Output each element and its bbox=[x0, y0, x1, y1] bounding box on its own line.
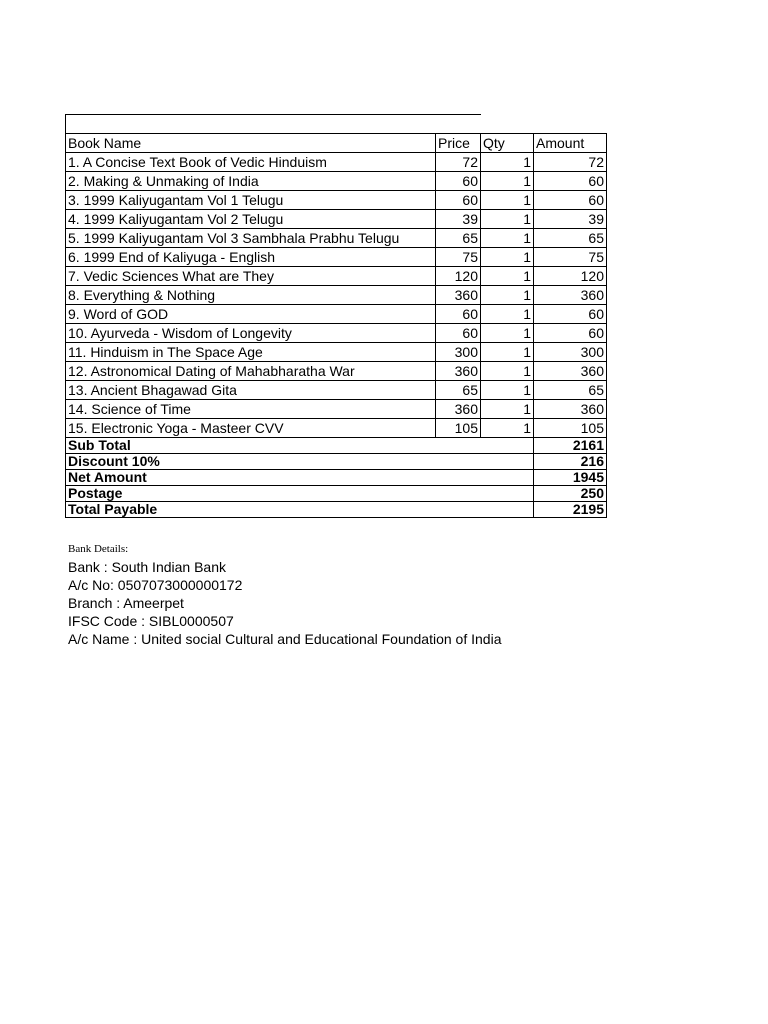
price-cell: 39 bbox=[436, 210, 481, 229]
price-cell: 360 bbox=[436, 400, 481, 419]
summary-label: Net Amount bbox=[66, 470, 534, 486]
book-name-cell: 11. Hinduism in The Space Age bbox=[66, 343, 436, 362]
summary-value: 250 bbox=[534, 486, 607, 502]
book-name-cell: 3. 1999 Kaliyugantam Vol 1 Telugu bbox=[66, 191, 436, 210]
summary-value: 2195 bbox=[534, 502, 607, 518]
table-row bbox=[66, 172, 607, 191]
amount-cell: 39 bbox=[534, 210, 607, 229]
amount-cell: 60 bbox=[534, 305, 607, 324]
bank-details-heading: Bank Details: bbox=[68, 543, 129, 555]
book-name-cell: 14. Science of Time bbox=[66, 400, 436, 419]
book-name-cell: 2. Making & Unmaking of India bbox=[66, 172, 436, 191]
price-cell: 120 bbox=[436, 267, 481, 286]
table-row bbox=[66, 381, 607, 400]
qty-cell: 1 bbox=[481, 324, 534, 343]
book-name-cell: 9. Word of GOD bbox=[66, 305, 436, 324]
price-cell: 300 bbox=[436, 343, 481, 362]
price-cell: 60 bbox=[436, 305, 481, 324]
book-name-cell: 1. A Concise Text Book of Vedic Hinduism bbox=[66, 153, 436, 172]
price-cell: 60 bbox=[436, 191, 481, 210]
price-cell: 360 bbox=[436, 286, 481, 305]
price-cell: 65 bbox=[436, 381, 481, 400]
qty-cell: 1 bbox=[481, 343, 534, 362]
table-row bbox=[66, 362, 607, 381]
price-cell: 60 bbox=[436, 324, 481, 343]
bank-detail-line: A/c No: 0507073000000172 bbox=[68, 577, 243, 593]
amount-cell: 105 bbox=[534, 419, 607, 438]
amount-cell: 60 bbox=[534, 172, 607, 191]
table-row bbox=[66, 229, 607, 248]
table-row bbox=[66, 248, 607, 267]
book-name-cell: 6. 1999 End of Kaliyuga - English bbox=[66, 248, 436, 267]
amount-cell: 65 bbox=[534, 229, 607, 248]
table-row bbox=[66, 191, 607, 210]
amount-cell: 60 bbox=[534, 324, 607, 343]
amount-cell: 65 bbox=[534, 381, 607, 400]
header-amount: Amount bbox=[534, 134, 607, 153]
book-name-cell: 12. Astronomical Dating of Mahabharatha War bbox=[66, 362, 436, 381]
bank-details bbox=[68, 542, 501, 648]
table-row bbox=[66, 153, 607, 172]
title-rule bbox=[65, 114, 481, 115]
table-row bbox=[66, 267, 607, 286]
summary-value: 2161 bbox=[534, 438, 607, 454]
table-row bbox=[66, 400, 607, 419]
table-row bbox=[66, 305, 607, 324]
book-name-cell: 4. 1999 Kaliyugantam Vol 2 Telugu bbox=[66, 210, 436, 229]
summary-row bbox=[66, 438, 607, 454]
qty-cell: 1 bbox=[481, 267, 534, 286]
table-row bbox=[66, 210, 607, 229]
book-name-cell: 10. Ayurveda - Wisdom of Longevity bbox=[66, 324, 436, 343]
summary-row bbox=[66, 470, 607, 486]
qty-cell: 1 bbox=[481, 153, 534, 172]
amount-cell: 360 bbox=[534, 400, 607, 419]
price-cell: 60 bbox=[436, 172, 481, 191]
price-cell: 105 bbox=[436, 419, 481, 438]
price-cell: 75 bbox=[436, 248, 481, 267]
bank-detail-line: Branch : Ameerpet bbox=[68, 595, 184, 611]
bank-detail-line: A/c Name : United social Cultural and Educational Foundation of India bbox=[68, 631, 502, 647]
header-price: Price bbox=[436, 134, 481, 153]
summary-label: Postage bbox=[66, 486, 534, 502]
price-cell: 65 bbox=[436, 229, 481, 248]
qty-cell: 1 bbox=[481, 400, 534, 419]
table-row bbox=[66, 419, 607, 438]
qty-cell: 1 bbox=[481, 305, 534, 324]
title-rule-left bbox=[65, 114, 66, 134]
summary-value: 216 bbox=[534, 454, 607, 470]
amount-cell: 60 bbox=[534, 191, 607, 210]
amount-cell: 72 bbox=[534, 153, 607, 172]
summary-label: Total Payable bbox=[66, 502, 534, 518]
amount-cell: 120 bbox=[534, 267, 607, 286]
amount-cell: 360 bbox=[534, 362, 607, 381]
summary-label: Discount 10% bbox=[66, 454, 534, 470]
price-cell: 72 bbox=[436, 153, 481, 172]
summary-row bbox=[66, 502, 607, 518]
header-qty: Qty bbox=[481, 134, 534, 153]
book-name-cell: 7. Vedic Sciences What are They bbox=[66, 267, 436, 286]
qty-cell: 1 bbox=[481, 191, 534, 210]
summary-row bbox=[66, 486, 607, 502]
header-book-name: Book Name bbox=[66, 134, 436, 153]
qty-cell: 1 bbox=[481, 210, 534, 229]
amount-cell: 75 bbox=[534, 248, 607, 267]
summary-value: 1945 bbox=[534, 470, 607, 486]
qty-cell: 1 bbox=[481, 229, 534, 248]
table-row bbox=[66, 286, 607, 305]
table-header-row bbox=[66, 134, 607, 153]
summary-row bbox=[66, 454, 607, 470]
amount-cell: 360 bbox=[534, 286, 607, 305]
qty-cell: 1 bbox=[481, 381, 534, 400]
qty-cell: 1 bbox=[481, 172, 534, 191]
qty-cell: 1 bbox=[481, 286, 534, 305]
qty-cell: 1 bbox=[481, 248, 534, 267]
book-name-cell: 8. Everything & Nothing bbox=[66, 286, 436, 305]
book-name-cell: 5. 1999 Kaliyugantam Vol 3 Sambhala Prabhu Telugu bbox=[66, 229, 436, 248]
book-name-cell: 13. Ancient Bhagawad Gita bbox=[66, 381, 436, 400]
order-table bbox=[65, 133, 607, 518]
price-cell: 360 bbox=[436, 362, 481, 381]
qty-cell: 1 bbox=[481, 419, 534, 438]
table-row bbox=[66, 343, 607, 362]
qty-cell: 1 bbox=[481, 362, 534, 381]
book-name-cell: 15. Electronic Yoga - Masteer CVV bbox=[66, 419, 436, 438]
bank-detail-line: IFSC Code : SIBL0000507 bbox=[68, 613, 234, 629]
table-row bbox=[66, 324, 607, 343]
bank-detail-line: Bank : South Indian Bank bbox=[68, 559, 226, 575]
summary-label: Sub Total bbox=[66, 438, 534, 454]
amount-cell: 300 bbox=[534, 343, 607, 362]
